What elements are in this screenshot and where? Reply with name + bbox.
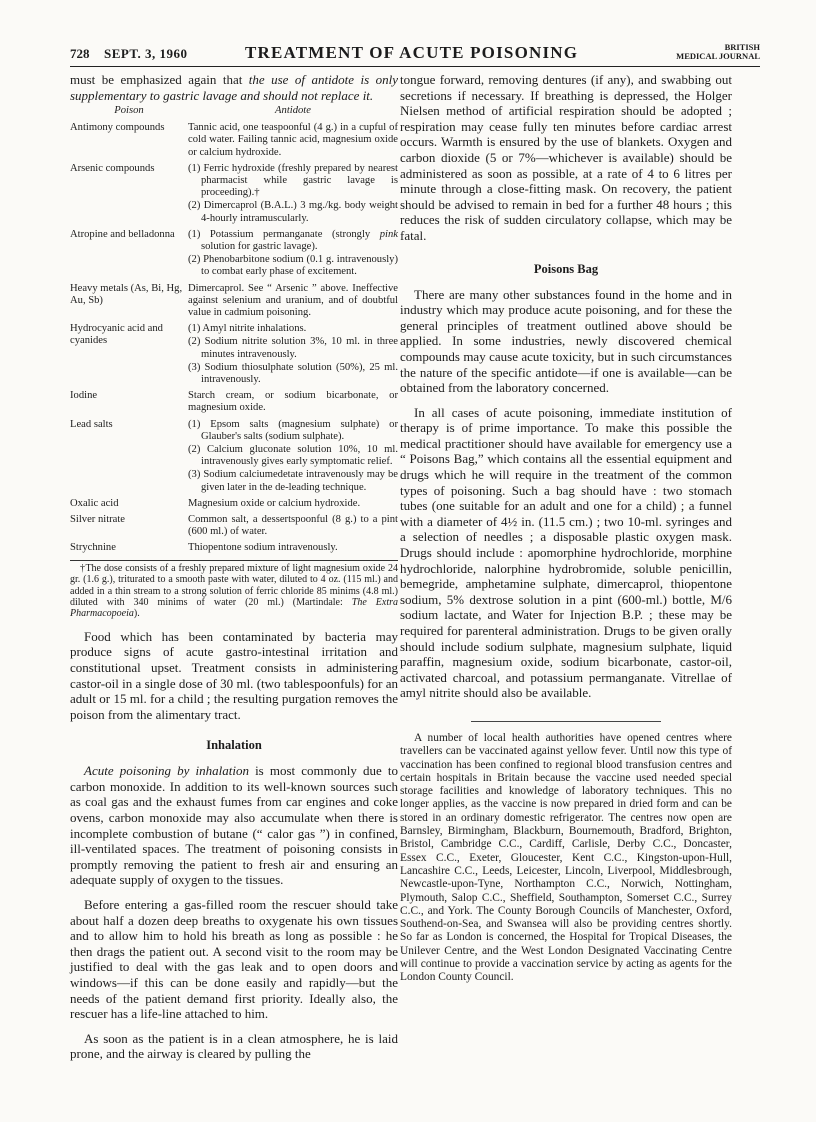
table-row: [70, 419, 398, 494]
footnote-text: †The dose consists of a freshly prepared mixture of light magnesium oxide 24 gr. (1.6 g.), triturated to a smooth paste with water, diluted to 4 oz. (115 ml.) and added in a thin stream to a strong solution of ferric chloride 85 minims (4.8 ml.) diluted with 340 minims of water (20 ml.) (Martindale:: [70, 562, 398, 608]
journal-name-line2: MEDICAL JOURNAL: [676, 51, 760, 61]
antidote-text: Magnesium oxide or calcium hydroxide.: [188, 497, 361, 509]
paragraph-poisons-bag-2: In all cases of acute poisoning, immediate institution of therapy is of prime importance. To make this possible the medical practitioner should have available for emergency use a “ Poisons Bag,” which contains all the essential equipment and drugs which he will require in the treatment of the common types of poisoning. Such a bag should have : two stomach tubes (one suitable for an adult and one for a child) ; a funnel with a diameter of 4½ in. (11.5 cm.) ; two 10-ml. syringes and a selection of needles ; a disposable plastic oxygen mask. Drugs should include : apomorphine hydrochloride, morphine hydrochloride, nalorphine hydrobromide, soluble penicillin, bemegride, amphetamine sulphate, dimercaprol, thiopentone sodium, 5% dextrose solution in a pint (600-ml.) bottle, M/6 sodium lactate, and Water for Injection B.P. ; these may be required for parenteral administration. Drugs to be given orally should include sodium sulphate, magnesium sulphate, liquid paraffin, magnesium oxide, sodium bicarbonate, castor-oil, activated charcoal, and potassium permanganate. Vitrellae of amyl nitrite should also be available.: [400, 404, 732, 701]
emphasis-pink: pink: [379, 228, 398, 240]
antidote-table-header: [70, 105, 398, 118]
table-row: [70, 229, 398, 279]
heading-poisons-bag: Poisons Bag: [533, 261, 599, 276]
poison-name: Hydrocyanic acid and cyanides: [70, 323, 163, 347]
table-row: [70, 122, 398, 159]
heading-inhalation: Inhalation: [206, 738, 262, 753]
antidote-text: Starch cream, or sodium bicarbonate, or magnesium oxide.: [188, 390, 398, 414]
paragraph-inhalation: [70, 763, 398, 888]
footnote-end: ).: [133, 608, 140, 620]
antidote-item: (2) Sodium nitrite solution 3%, 10 ml. in three minutes intravenously.: [188, 336, 398, 360]
antidote-item: (2) Phenobarbitone sodium (0.1 g. intravenously) to combat early phase of excitement.: [188, 254, 398, 278]
header-rule: [70, 66, 760, 67]
antidote-cell: [188, 323, 398, 386]
antidote-item: (1) Epsom salts (magnesium sulphate) or Glauber's salts (sodium sulphate).: [188, 418, 398, 442]
table-row: [70, 498, 398, 510]
table-row: [70, 514, 398, 538]
antidote-cell: [188, 498, 398, 510]
paragraph-rescuer: Before entering a gas-filled room the rescuer should take about half a dozen deep breaths to oxygenate his own tissues and to allow him to hold his breath as long as possible : he then drags the patient out. A second visit to the room may be justified to deal with the gas leak and to open doors and windows—if this can be done easily and rapidly—but the needs of the patient demand first priority. Ideally also, the rescuer has a life-line attached to him.: [70, 897, 398, 1022]
poison-name: Silver nitrate: [70, 514, 126, 526]
footnote-italic: The Extra Pharmacopoeia: [70, 596, 398, 620]
table-row: [70, 542, 398, 554]
poison-name: Atropine and belladonna: [70, 228, 175, 240]
table-footnote: [70, 560, 398, 620]
antidote-text: Tannic acid, one teaspoonful (4 g.) in a cupful of cold water. Failing tannic acid, magnesium oxide or calcium hydroxide.: [188, 122, 398, 158]
paragraph-clean-atmosphere: As soon as the patient is in a clean atmosphere, he is laid prone, and the airway is cleared by pulling the: [70, 1030, 398, 1062]
page-number: 728: [70, 46, 90, 61]
antidote-item: (1) Amyl nitrite inhalations.: [188, 323, 307, 335]
journal-name: [676, 43, 760, 61]
antidote-text: Dimercaprol. See “ Arsenic ” above. Ineffective against selenium and uranium, and of doubtful value in cadmium poisoning.: [188, 282, 398, 319]
running-header: [70, 42, 760, 64]
poison-name: Lead salts: [70, 418, 113, 430]
running-title: TREATMENT OF ACUTE POISONING: [245, 43, 579, 62]
inhalation-text: is most commonly due to carbon monoxide. In addition to its well-known sources such as coal gas and the exhaust fumes from car engines and coke ovens, carbon monoxide may also accumulate when there is incomplete combustion of butane (“ calor gas ”) in confined, ill-ventilated spaces. The treatment of poisoning consists in promptly removing the patient to fresh air and ensuring an adequate supply of oxygen to the tissues.: [70, 763, 398, 888]
antidote-cell: [188, 163, 398, 225]
antidote-item: (1) Potassium permanganate (strongly pink solution for gastric lavage).: [188, 228, 398, 253]
antidote-cell: [188, 419, 398, 494]
table-row: [70, 283, 398, 320]
right-column: [400, 72, 732, 985]
paragraph-food-poisoning: Food which has been contaminated by bacteria may produce signs of acute gastro-intestinal irritation and constitutional upset. Treatment consists in administering castor-oil in a single dose of 30 ml. (two tablespoonfuls) for an adult or 15 ml. for a child ; the resulting purgation removes the poison from the alimentary tract.: [70, 628, 398, 722]
intro-paragraph: [70, 72, 398, 103]
paragraph-continued: tongue forward, removing dentures (if any), and swabbing out secretions if necessary. If breathing is depressed, the Holger Nielsen method of artificial respiration should be adopted ; respiration may cease fully ten minutes before cardiac arrest occurs. Warmth is ensured by the use of blankets. Oxygen and carbon dioxide (5 or 7%—whichever is available) should be administered as soon as possible, at a rate of 4 to 6 litres per minute through a close-fitting mask. On recovery, the patient should be advised to remain in bed for a further 48 hours ; this reduces the risk of sudden circulatory collapse, which may be fatal.: [400, 72, 732, 243]
table-row: [70, 390, 398, 414]
antidote-text: Common salt, a dessertspoonful (8 g.) to a pint (600 ml.) of water.: [188, 514, 398, 538]
antidote-cell: [188, 122, 398, 159]
antidote-item: (3) Sodium calciumedetate intravenously may be given later in the de-leading technique.: [188, 469, 398, 493]
poison-name: Antimony compounds: [70, 122, 165, 134]
section-divider: [471, 721, 661, 722]
antidote-cell: [188, 542, 398, 554]
paragraph-poisons-bag-1: There are many other substances found in the home and in industry which may produce acute poisoning, and for these the general principles of treatment outlined above should be applied. In some industries, newly discovered chemical compounds may cause acute toxicity, but in such circumstances the nature of the specific antidote—if one is available—can be obtained from the laboratory concerned.: [400, 286, 732, 396]
column-header-antidote: Antidote: [275, 105, 311, 117]
antidote-cell: [188, 390, 398, 414]
antidote-table-body: [70, 122, 398, 555]
table-row: [70, 163, 398, 225]
antidote-text: Thiopentone sodium intravenously.: [188, 542, 338, 554]
intro-text: must be emphasized again that: [70, 72, 249, 87]
poison-name: Iodine: [70, 390, 98, 402]
antidote-item: (2) Dimercaprol (B.A.L.) 3 mg./kg. body weight 4-hourly intramuscularly.: [188, 200, 398, 224]
poison-name: Arsenic compounds: [70, 162, 155, 174]
antidote-cell: [188, 283, 398, 320]
poison-name: Heavy metals (As, Bi, Hg, Au, Sb): [70, 282, 183, 306]
inhalation-italic: Acute poisoning by inhalation: [84, 763, 249, 779]
antidote-cell: [188, 514, 398, 538]
antidote-table: [70, 105, 398, 620]
poison-name: Strychnine: [70, 542, 116, 554]
journal-name-line1: BRITISH: [724, 42, 760, 52]
column-header-poison: Poison: [114, 105, 144, 117]
antidote-cell: [188, 229, 398, 279]
intro-italic: the use of antidote is only supplementary to gastric lavage and should not replace it.: [70, 72, 399, 103]
issue-date: SEPT. 3, 1960: [104, 46, 188, 61]
antidote-item: (2) Calcium gluconate solution 10%, 10 ml. intravenously gives early symptomatic relief.: [188, 444, 398, 468]
paragraph-yellow-fever: A number of local health authorities have opened centres where travellers can be vaccinated against yellow fever. Until now this type of vaccination has been confined to regional blood transfusion centres and certain hospitals in Britain because the vaccine used needed special storage facilities and knowledge of laboratory techniques. This no longer applies, as the vaccine is now prepared in dried form and can be stored in an ordinary domestic refrigerator. The centres now open are Barnsley, Birmingham, Blackburn, Bournemouth, Bradford, Brighton, Bristol, Cambridge C.C., Cardiff, Carlisle, Derby C.C., Doncaster, Essex C.C., Exeter, Gloucester, Kent C.C., Kingston-upon-Hull, Lancashire C.C., Leeds, Leicester, Lincoln, Liverpool, Middlesbrough, Newcastle-upon-Tyne, Northampton C.C., Norwich, Nottingham, Plymouth, Salop C.C., Sheffield, Southampton, Somerset C.C., Surrey C.C., and York. The County Borough Councils of Manchester, Oxford, Southend-on-Sea, and Swansea will also be providing centres shortly. So far as London is concerned, the Hospital for Tropical Diseases, the Unilever Centre, and the West London Designated Vaccinating Centre will continue to provide a vaccination service by acting as agents for the London County Council.: [400, 731, 732, 984]
antidote-item: (1) Ferric hydroxide (freshly prepared by nearest pharmacist while gastric lavage is proceeding).†: [188, 162, 398, 199]
poison-name: Oxalic acid: [70, 497, 119, 509]
antidote-item: (3) Sodium thiosulphate solution (50%), 25 ml. intravenously.: [188, 361, 398, 386]
table-row: [70, 323, 398, 386]
left-column: [70, 72, 398, 1062]
